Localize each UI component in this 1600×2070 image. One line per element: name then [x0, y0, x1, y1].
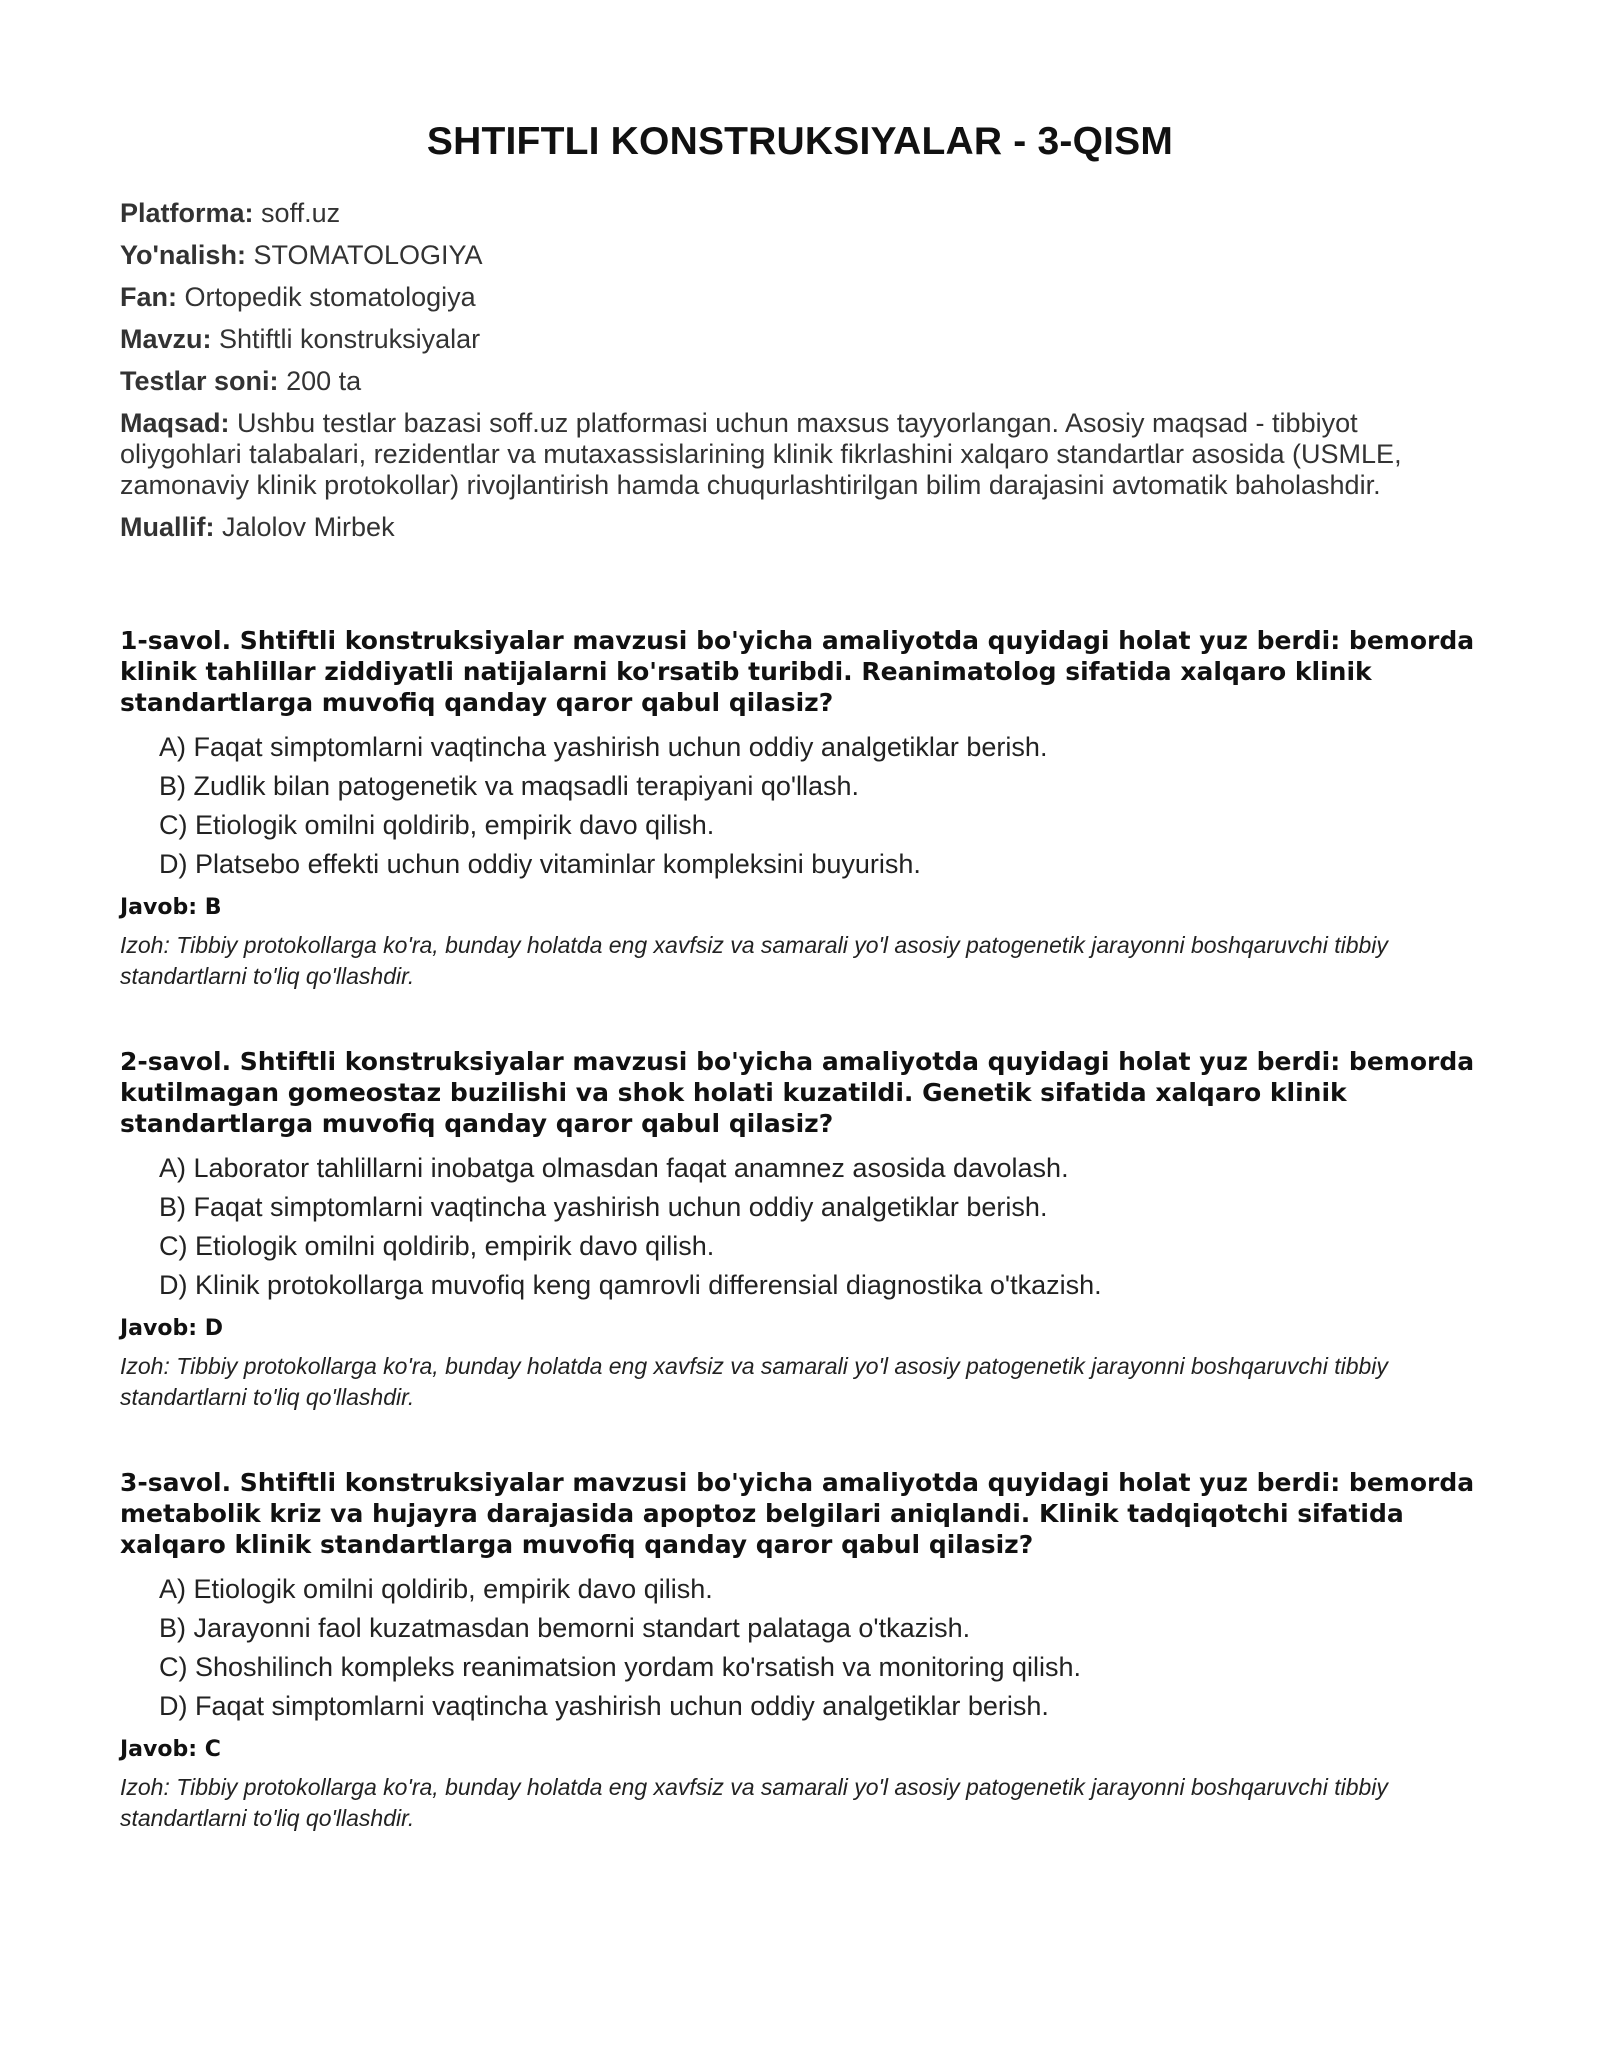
meta-testlar-soni	[120, 366, 1480, 397]
meta-value: Ushbu testlar bazasi soff.uz platformasi uchun maxsus tayyorlangan. Asosiy maqsad - tibbiyot oliygohlari talabalari, rezidentlar va mutaxassislarining klinik fikrlashini xalqaro standartlar asosida (USMLE, zamonaviy klinik protokollar) rivojlantirish hamda chuqurlashtirilgan bilim darajasini avtomatik baholashdir.	[120, 408, 1402, 500]
meta-value: STOMATOLOGIYA	[253, 240, 483, 270]
option-d: D) Klinik protokollarga muvofiq keng qamrovli differensial diagnostika o'tkazish.	[159, 1270, 1102, 1300]
meta-key: Testlar soni:	[120, 366, 279, 396]
meta-fan	[120, 282, 1480, 313]
meta-muallif	[120, 512, 1480, 543]
explanation-note: Izoh: Tibbiy protokollarga ko'ra, bunday holatda eng xavfsiz va samarali yo'l asosiy patogenetik jarayonni boshqaruvchi tibbiy standartlarni to'liq qo'llashdir.	[120, 1774, 1388, 1831]
option-d: D) Faqat simptomlarni vaqtincha yashirish uchun oddiy analgetiklar berish.	[159, 1691, 1049, 1721]
meta-key: Muallif:	[120, 512, 215, 542]
option-b: B) Faqat simptomlarni vaqtincha yashirish uchun oddiy analgetiklar berish.	[159, 1192, 1048, 1222]
meta-key: Platforma:	[120, 198, 254, 228]
meta-maqsad	[120, 408, 1480, 501]
explanation-note: Izoh: Tibbiy protokollarga ko'ra, bunday holatda eng xavfsiz va samarali yo'l asosiy patogenetik jarayonni boshqaruvchi tibbiy standartlarni to'liq qo'llashdir.	[120, 1353, 1388, 1410]
question-1	[120, 625, 1480, 992]
option-a: A) Laborator tahlillarni inobatga olmasdan faqat anamnez asosida davolash.	[159, 1153, 1069, 1183]
meta-key: Maqsad:	[120, 408, 230, 438]
meta-key: Fan:	[120, 282, 177, 312]
question-3	[120, 1467, 1480, 1834]
question-text: 2-savol. Shtiftli konstruksiyalar mavzusi bo'yicha amaliyotda quyidagi holat yuz berdi: bemorda kutilmagan gomeostaz buzilishi va shok holati kuzatildi. Genetik sifatida xalqaro klinik standartlarga muvofiq qanday qaror qabul qilasiz?	[120, 1047, 1475, 1138]
option-a: A) Faqat simptomlarni vaqtincha yashirish uchun oddiy analgetiklar berish.	[159, 732, 1048, 762]
option-c: C) Etiologik omilni qoldirib, empirik davo qilish.	[159, 1231, 715, 1261]
question-2	[120, 1046, 1480, 1413]
meta-value: Ortopedik stomatologiya	[184, 282, 476, 312]
question-text: 1-savol. Shtiftli konstruksiyalar mavzusi bo'yicha amaliyotda quyidagi holat yuz berdi: bemorda klinik tahlillar ziddiyatli natijalarni ko'rsatib turibdi. Reanimatolog sifatida xalqaro klinik standartlarga muvofiq qanday qaror qabul qilasiz?	[120, 626, 1475, 717]
meta-key: Yo'nalish:	[120, 240, 246, 270]
document-title: SHTIFTLI KONSTRUKSIYALAR - 3-QISM	[426, 120, 1174, 163]
meta-value: Shtiftli konstruksiyalar	[219, 324, 481, 354]
questions-list	[120, 625, 1480, 1834]
answer: Javob: B	[120, 895, 222, 920]
meta-value: 200 ta	[286, 366, 362, 396]
meta-mavzu	[120, 324, 1480, 355]
answer: Javob: D	[120, 1316, 223, 1341]
meta-value: Jalolov Mirbek	[222, 512, 395, 542]
answer: Javob: C	[120, 1737, 221, 1762]
meta-value: soff.uz	[261, 198, 341, 228]
metadata-block	[120, 198, 1480, 543]
meta-platforma	[120, 198, 1480, 229]
option-c: C) Shoshilinch kompleks reanimatsion yordam ko'rsatish va monitoring qilish.	[159, 1652, 1082, 1682]
option-d: D) Platsebo effekti uchun oddiy vitaminlar kompleksini buyurish.	[159, 849, 921, 879]
options-list	[120, 1153, 1480, 1301]
option-b: B) Jarayonni faol kuzatmasdan bemorni standart palataga o'tkazish.	[159, 1613, 971, 1643]
option-b: B) Zudlik bilan patogenetik va maqsadli terapiyani qo'llash.	[159, 771, 860, 801]
options-list	[120, 1574, 1480, 1722]
options-list	[120, 732, 1480, 880]
option-a: A) Etiologik omilni qoldirib, empirik davo qilish.	[159, 1574, 713, 1604]
meta-yonalish	[120, 240, 1480, 271]
question-text: 3-savol. Shtiftli konstruksiyalar mavzusi bo'yicha amaliyotda quyidagi holat yuz berdi: bemorda metabolik kriz va hujayra darajasida apoptoz belgilari aniqlandi. Klinik tadqiqotchi sifatida xalqaro klinik standartlarga muvofiq qanday qaror qabul qilasiz?	[120, 1468, 1475, 1559]
explanation-note: Izoh: Tibbiy protokollarga ko'ra, bunday holatda eng xavfsiz va samarali yo'l asosiy patogenetik jarayonni boshqaruvchi tibbiy standartlarni to'liq qo'llashdir.	[120, 932, 1388, 989]
option-c: C) Etiologik omilni qoldirib, empirik davo qilish.	[159, 810, 715, 840]
meta-key: Mavzu:	[120, 324, 212, 354]
